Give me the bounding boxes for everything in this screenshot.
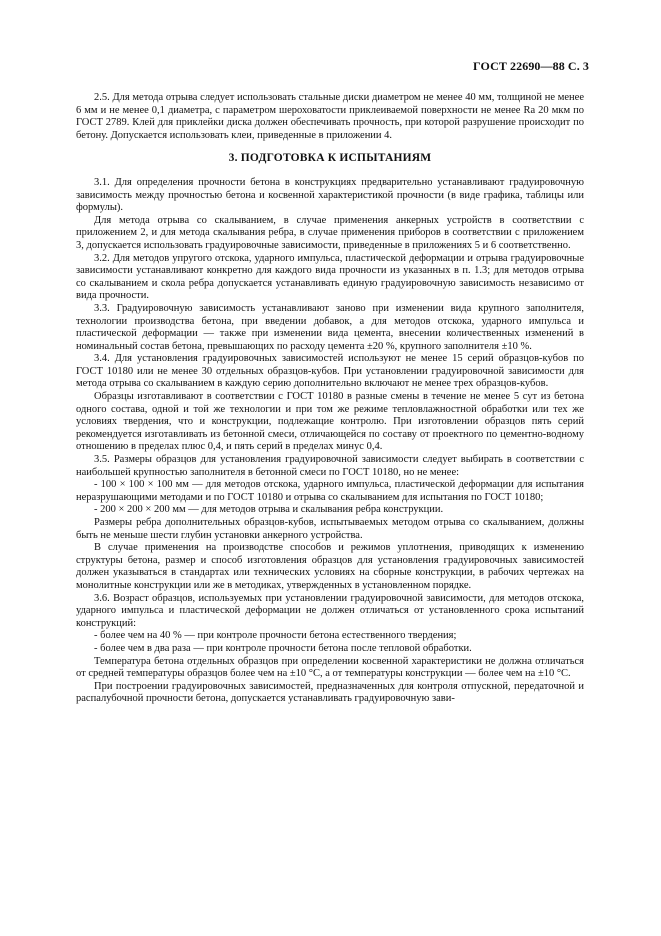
paragraph-3-3: 3.3. Градуировочную зависимость устанавливают заново при изменении вида крупного заполнителя, технологии производства бетона, при введении добавок, а для методов отскока, ударного импульса и пластической деформации — также при изменении вида цемента, внесении количественных изменений в номинальный состав бетона, превышающих по расходу цемента ±20 %, крупного заполнителя ±10 %. — [76, 302, 584, 352]
paragraph-3-5b: Размеры ребра дополнительных образцов-кубов, испытываемых методом отрыва со скалыванием, должны быть не меньше шести глубин установки анкерного устройства. — [76, 517, 584, 541]
paragraph-3-1b: Для метода отрыва со скалыванием, в случае применения анкерных устройств в соответствии с приложением 2, и для метода скалывания ребра, в случае применения приборов в соответствии с приложением 3, допускается использовать градуировочные зависимости, приведенные в приложениях 5 и 6 соответственно. — [76, 214, 584, 251]
paragraph-3-6b: Температура бетона отдельных образцов при определении косвенной характеристики не должна отличаться от средней температуры образцов более чем на ±10 °С, а от температуры конструкции — более чем на ±10 °С. — [76, 655, 584, 680]
paragraph-3-2: 3.2. Для методов упругого отскока, ударного импульса, пластической деформации и отрыва градуировочные зависимости устанавливают конкретно для каждого вида прочности из указанных в п. 1.3; для методов отрыва со скалыванием и скола ребра допускается устанавливать единую градуировочную зависимость независимо от вида прочности. — [76, 252, 584, 302]
paragraph-3-1: 3.1. Для определения прочности бетона в конструкциях предварительно устанавливают градуировочную зависимость между прочностью бетона и косвенной характеристикой прочности (в виде графика, таблицы или формулы). — [76, 176, 584, 214]
paragraph-2-5: 2.5. Для метода отрыва следует использовать стальные диски диаметром не менее 40 мм, толщиной не менее 6 мм и не менее 0,1 диаметра, с параметром шероховатости приклеиваемой поверхности не менее Ra 20 мкм по ГОСТ 2789. Клей для приклейки диска должен обеспечивать прочность, при которой разрушение происходит по бетону. Допускается использовать клеи, приведенные в приложении 4. — [76, 92, 584, 141]
list-item-3-6-2: - более чем в два раза — при контроле прочности бетона после тепловой обработки. — [94, 642, 472, 654]
paragraph-3-6c: При построении градуировочных зависимостей, предназначенных для контроля отпускной, передаточной и распалубочной прочности бетона, допускается устанавливать градуировочную зави- — [76, 680, 584, 705]
section-heading: 3. ПОДГОТОВКА К ИСПЫТАНИЯМ — [228, 152, 432, 165]
paragraph-3-5: 3.5. Размеры образцов для установления градуировочной зависимости следует выбирать в соответствии с наибольшей крупностью заполнителя в бетонной смеси по ГОСТ 10180, но не менее: — [76, 454, 584, 478]
list-item-3-5-1: - 100 × 100 × 100 мм — для методов отскока, ударного импульса, пластической деформации для испытания неразрушающими методами и по ГОСТ 10180 и отрыва со скалыванием для испытания по ГОСТ 10180; — [76, 479, 584, 503]
paragraph-3-4: 3.4. Для установления градуировочных зависимостей используют не менее 15 серий образцов-кубов по ГОСТ 10180 или не менее 30 отдельных образцов-кубов. При установлении градуировочной зависимости для метода отрыва со скалыванием в каждую серию дополнительно включают не менее трех образцов-кубов. — [76, 353, 584, 390]
page-header: ГОСТ 22690—88 С. 3 — [473, 59, 589, 73]
list-item-3-6-1: - более чем на 40 % — при контроле прочности бетона естественного твердения; — [94, 630, 457, 642]
list-item-3-5-2: - 200 × 200 × 200 мм — для методов отрыва и скалывания ребра конструкции. — [94, 504, 444, 516]
paragraph-3-4b: Образцы изготавливают в соответствии с ГОСТ 10180 в разные смены в течение не менее 5 сут из бетона одного состава, одной и той же технологии и при том же режиме тепловлажностной обработки или тех же условиях твердения, что и конструкции, подлежащие контролю. При изготовлении образцов пять серий рекомендуется изготавливать из бетонной смеси, отличающейся по составу от проектного по цементно-водному отношению в пределах плюс 0,4, и пять серий в пределах минус 0,4. — [76, 391, 584, 453]
paragraph-3-5c: В случае применения на производстве способов и режимов уплотнения, приводящих к изменению структуры бетона, размер и способ изготовления образцов для установления градуировочных зависимостей должен указываться в стандартах или технических условиях на сборные конструкции, в рабочих чертежах на монолитные конструкции или же в методиках, утвержденных в установленном порядке. — [76, 542, 584, 591]
paragraph-3-6: 3.6. Возраст образцов, используемых при установлении градуировочной зависимости, для методов отскока, ударного импульса и пластической деформации не должен отличаться от установленного срока испытаний конструкций: — [76, 592, 584, 629]
document-body — [76, 92, 584, 706]
